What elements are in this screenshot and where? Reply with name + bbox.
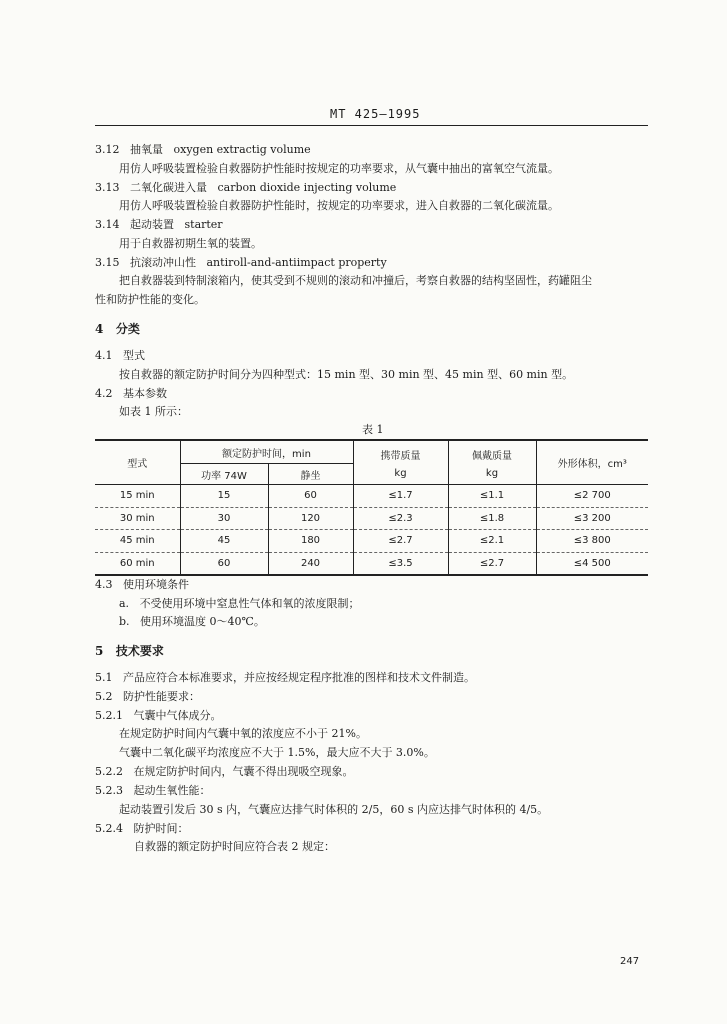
section-title-en: carbon dioxide injecting volume: [217, 181, 397, 194]
header-power: 功率 74W: [180, 464, 268, 485]
clause-text: 起动生氧性能：: [133, 784, 211, 797]
clause-number: 5.2.3: [95, 784, 123, 797]
cell-carry: ≤3.5: [353, 552, 448, 575]
header-wear-label: 佩戴质量: [472, 450, 512, 462]
list-text: 不受使用环境中窒息性气体和氧的浓度限制；: [139, 597, 360, 610]
section-title-cn: 分类: [115, 322, 140, 336]
cell-type: 45 min: [95, 530, 180, 553]
clause-body: 在规定防护时间内气囊中氧的浓度应不小于 21%。: [119, 727, 367, 740]
cell-type: 30 min: [95, 507, 180, 530]
section-4-2-body: 如表 1 所示：: [119, 405, 188, 418]
cell-still: 180: [268, 530, 353, 553]
header-time-group: 额定防护时间，min: [180, 440, 353, 464]
section-4-3-heading: [95, 576, 189, 592]
section-number: 4.3: [95, 578, 113, 591]
clause-5-2-1: [95, 707, 222, 723]
section-title-cn: 型式: [123, 349, 145, 362]
clause-body: 气囊中二氧化碳平均浓度应不大于 1.5%，最大应不大于 3.0%。: [119, 746, 435, 759]
section-number: 3.14: [95, 218, 120, 231]
cell-wear: ≤1.1: [448, 485, 536, 508]
section-title-cn: 基本参数: [123, 387, 167, 400]
clause-5-2-3: [95, 782, 211, 798]
cell-power: 15: [180, 485, 268, 508]
list-label: a.: [119, 597, 130, 610]
table-row: [95, 552, 648, 575]
section-number: 4.1: [95, 349, 113, 362]
clause-number: 5.1: [95, 671, 113, 684]
list-text: 使用环境温度 0～40℃。: [140, 615, 265, 628]
section-3-14-body: 用于自救器初期生氧的装置。: [119, 237, 262, 250]
list-item: [119, 595, 360, 611]
clause-number: 5.2: [95, 690, 113, 703]
cell-type: 15 min: [95, 485, 180, 508]
cell-volume: ≤4 500: [536, 552, 648, 575]
standard-header: MT 425—1995: [330, 107, 421, 121]
list-item: [119, 613, 265, 629]
clause-5-1: [95, 669, 475, 685]
cell-volume: ≤3 200: [536, 507, 648, 530]
cell-wear: ≤2.1: [448, 530, 536, 553]
section-4-2-heading: [95, 385, 167, 401]
clause-body: 自救器的额定防护时间应符合表 2 规定：: [134, 840, 335, 853]
clause-text: 产品应符合本标准要求，并应按经规定程序批准的图样和技术文件制造。: [123, 671, 475, 684]
section-5-heading: [95, 642, 164, 659]
cell-still: 240: [268, 552, 353, 575]
header-carry-label: 携带质量: [380, 450, 421, 462]
clause-5-2: [95, 688, 200, 704]
clause-number: 5.2.4: [95, 822, 123, 835]
cell-power: 30: [180, 507, 268, 530]
cell-type: 60 min: [95, 552, 180, 575]
cell-still: 120: [268, 507, 353, 530]
clause-text: 防护性能要求：: [123, 690, 200, 703]
cell-volume: ≤2 700: [536, 485, 648, 508]
table-1: [95, 439, 648, 576]
section-number: 4.2: [95, 387, 113, 400]
clause-body: 起动装置引发后 30 s 内，气囊应达排气时体积的 2/5，60 s 内应达排气时体积的 4/5。: [119, 803, 549, 816]
header-carry-mass: [353, 440, 448, 485]
table-row: [95, 530, 648, 553]
cell-power: 60: [180, 552, 268, 575]
section-3-13-body: 用仿人呼吸装置检验自救器防护性能时，按规定的功率要求，进入自救器的二氧化碳流量。: [119, 199, 559, 212]
cell-wear: ≤2.7: [448, 552, 536, 575]
cell-power: 45: [180, 530, 268, 553]
section-3-14-heading: [95, 216, 223, 232]
section-number: 3.15: [95, 256, 120, 269]
cell-carry: ≤2.3: [353, 507, 448, 530]
section-number: 3.12: [95, 143, 120, 156]
header-rule: [95, 125, 648, 126]
section-title-cn: 抗滚动冲山性: [130, 256, 196, 269]
section-title-cn: 技术要求: [115, 644, 164, 658]
section-title-cn: 起动装置: [130, 218, 174, 231]
cell-wear: ≤1.8: [448, 507, 536, 530]
clause-text: 防护时间：: [133, 822, 189, 835]
cell-carry: ≤2.7: [353, 530, 448, 553]
section-title-cn: 使用环境条件: [123, 578, 189, 591]
section-title-cn: 抽氧量: [130, 143, 163, 156]
header-wear-mass: [448, 440, 536, 485]
section-3-15-body-line-1: 把自救器装到特制滚箱内，使其受到不规则的滚动和冲撞后，考察自救器的结构坚固性，药罐阻尘: [119, 274, 592, 287]
section-4-heading: [95, 320, 140, 337]
cell-still: 60: [268, 485, 353, 508]
clause-text: 气囊中气体成分。: [133, 709, 222, 722]
section-3-15-body-line-2: 性和防护性能的变化。: [95, 293, 205, 306]
clause-text: 在规定防护时间内，气囊不得出现吸空现象。: [133, 765, 354, 778]
section-3-12-heading: [95, 141, 311, 157]
table-row: [95, 507, 648, 530]
header-type: 型式: [95, 440, 180, 485]
section-4-1-body: 按自救器的额定防护时间分为四种型式：15 min 型、30 min 型、45 min 型、60 min 型。: [119, 368, 574, 381]
section-3-13-heading: [95, 179, 396, 195]
section-title-cn: 二氧化碳进入量: [130, 181, 207, 194]
section-number: 5: [95, 644, 104, 658]
clause-5-2-4: [95, 820, 189, 836]
table-row: [95, 485, 648, 508]
section-title-en: oxygen extractig volume: [173, 143, 311, 156]
clause-number: 5.2.2: [95, 765, 123, 778]
header-carry-unit: kg: [394, 467, 407, 479]
section-title-en: antiroll-and-antiimpact property: [206, 256, 387, 269]
section-number: 3.13: [95, 181, 120, 194]
section-3-15-heading: [95, 254, 387, 270]
page-number: 247: [620, 956, 640, 967]
section-number: 4: [95, 322, 104, 336]
cell-volume: ≤3 800: [536, 530, 648, 553]
table-1-caption: 表 1: [362, 423, 384, 436]
header-still: 静坐: [268, 464, 353, 485]
section-4-1-heading: [95, 347, 145, 363]
clause-number: 5.2.1: [95, 709, 123, 722]
header-volume: 外形体积，cm³: [536, 440, 648, 485]
header-wear-unit: kg: [485, 467, 499, 479]
cell-carry: ≤1.7: [353, 485, 448, 508]
section-3-12-body: 用仿人呼吸装置检验自救器防护性能时按规定的功率要求，从气囊中抽出的富氧空气流量。: [119, 162, 559, 175]
clause-5-2-2: [95, 763, 354, 779]
list-label: b.: [119, 615, 130, 628]
section-title-en: starter: [184, 218, 223, 231]
